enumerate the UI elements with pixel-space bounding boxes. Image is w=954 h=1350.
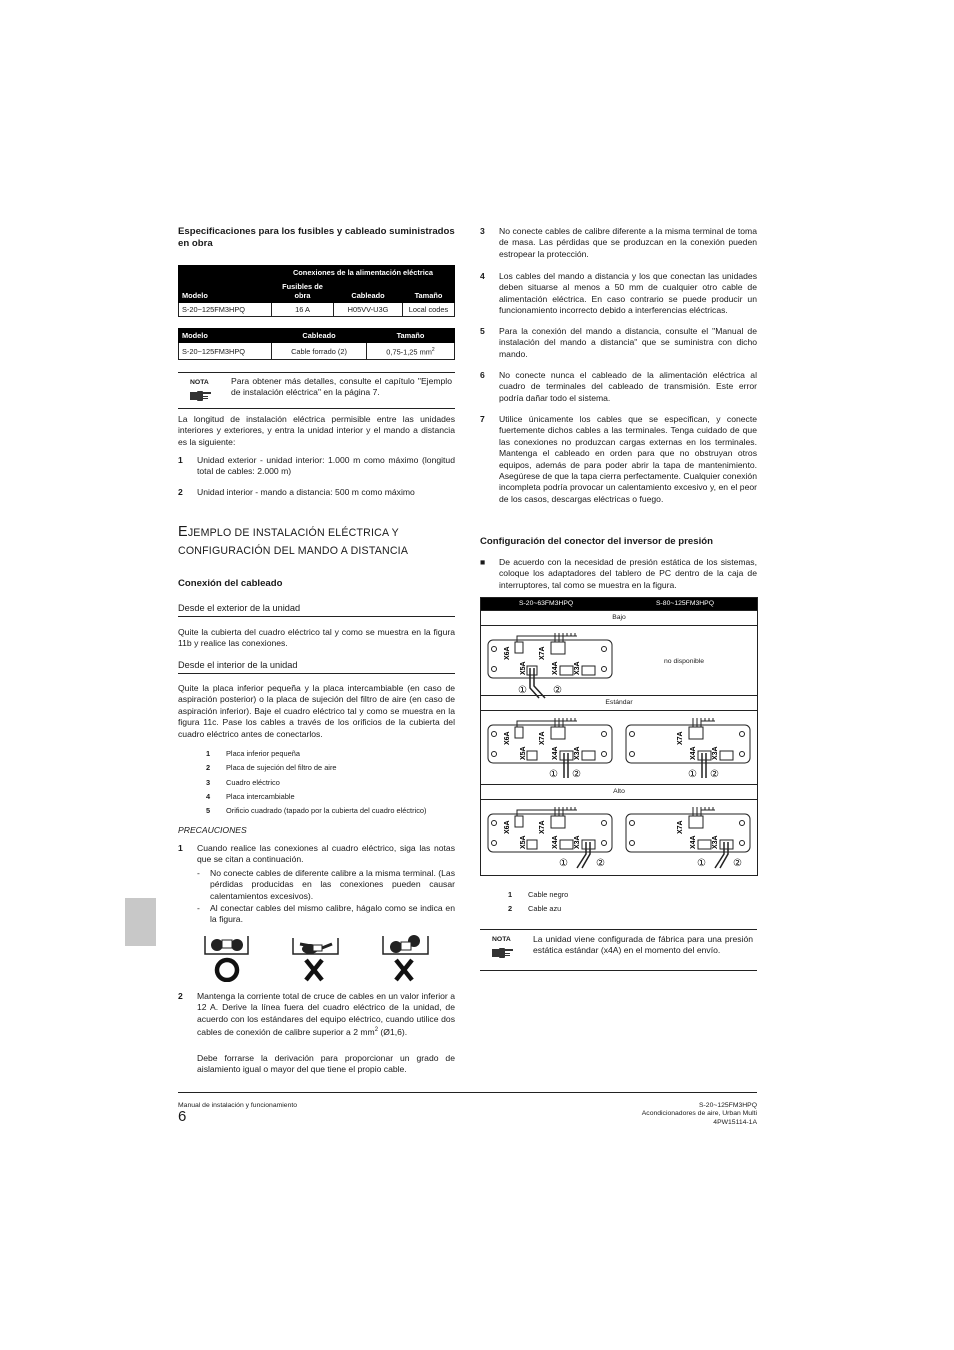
cell-modelo: S-20~125FM3HPQ — [179, 343, 272, 360]
board-alto-large — [626, 807, 750, 869]
svg-text:X3A: X3A — [574, 746, 581, 760]
desde-interior-heading: Desde el interior de la unidad — [178, 660, 455, 674]
svg-text:X7A: X7A — [677, 731, 684, 745]
band-bajo: Bajo — [481, 610, 757, 626]
page-number: 6 — [178, 1108, 187, 1125]
desde-exterior-text: Quite la cubierta del cuadro eléctrico tal y como se muestra en la figura 11b y realice las conexiones. — [178, 627, 455, 649]
wrong-connection-2 — [383, 935, 428, 980]
cell-tamano: Local codes — [403, 303, 455, 317]
svg-text:X3A: X3A — [574, 661, 581, 675]
svg-text:X4A: X4A — [552, 835, 559, 849]
precauciones-heading: PRECAUCIONES — [178, 825, 247, 835]
config-header: S-20~63FM3HPQ S-80~125FM3HPQ — [481, 598, 757, 610]
col-modelo: Modelo — [179, 329, 272, 343]
svg-text:X4A: X4A — [690, 746, 697, 760]
svg-text:X3A: X3A — [574, 835, 581, 849]
list-number: 1 — [178, 455, 183, 465]
note-label: NOTA — [190, 379, 209, 386]
svg-text:X7A: X7A — [539, 646, 546, 660]
footer-product: Acondicionadores de aire, Urban Multi — [641, 1110, 757, 1117]
svg-text:X3A: X3A — [712, 835, 719, 849]
list-text: Unidad exterior - unidad interior: 1.000 m como máximo (longitud total de cables: 2.000 m) — [197, 455, 455, 477]
cross-icon — [306, 960, 322, 980]
svg-text:X6A: X6A — [504, 731, 511, 745]
pointing-hand-icon — [492, 946, 514, 960]
board-bajo-small — [488, 633, 612, 698]
correct-connection — [205, 936, 248, 980]
svg-text:②: ② — [572, 769, 581, 780]
table-row — [179, 343, 455, 360]
band-alto: Alto — [481, 784, 757, 800]
desde-exterior-heading: Desde el exterior de la unidad — [178, 603, 455, 617]
wiring-length-list — [178, 455, 455, 505]
note-box — [178, 372, 455, 409]
svg-text:X7A: X7A — [677, 820, 684, 834]
board-alto-small — [488, 807, 612, 869]
col-cableado: Cableado — [272, 329, 367, 343]
svg-text:①: ① — [697, 858, 706, 869]
svg-text:X7A: X7A — [539, 731, 546, 745]
svg-text:②: ② — [733, 858, 742, 869]
svg-text:X5A: X5A — [520, 746, 527, 760]
footer-doc-code: 4PW15114-1A — [713, 1119, 757, 1126]
spec-heading: Especificaciones para los fusibles y cableado suministrados en obra — [178, 226, 455, 249]
config-heading: Configuración del conector del inversor de presión — [480, 536, 713, 547]
board-estandar-small — [488, 718, 612, 780]
conexion-heading: Conexión del cableado — [178, 578, 283, 589]
wiring-length-intro: La longitud de instalación eléctrica permisible entre las unidades interiores y exteriores, y entra la unidad interior y el mando a distancia es la siguiente: — [178, 414, 455, 447]
col-fusibles: Fusibles de obra — [272, 280, 334, 303]
svg-text:①: ① — [549, 769, 558, 780]
list-text: Unidad interior - mando a distancia: 500 m como máximo — [197, 487, 415, 497]
no-disponible: no disponible — [664, 658, 705, 665]
svg-text:X4A: X4A — [552, 661, 559, 675]
svg-text:②: ② — [553, 685, 562, 696]
svg-text:①: ① — [518, 685, 527, 696]
fuse-table-group: Conexiones de la alimentación eléctrica — [272, 266, 455, 280]
chapter-tab — [125, 898, 156, 946]
svg-text:①: ① — [559, 858, 568, 869]
footer-title: Manual de instalación y funcionamiento — [178, 1102, 298, 1109]
col-tamano: Tamaño — [403, 280, 455, 303]
table-row — [179, 303, 455, 317]
svg-text:X4A: X4A — [690, 835, 697, 849]
note-box — [480, 929, 757, 971]
note-text: Para obtener más detalles, consulte el capítulo "Ejemplo de instalación eléctrica" en la página 7. — [231, 376, 452, 398]
connector-config-figure — [480, 597, 758, 876]
wrong-connection-1 — [293, 938, 338, 980]
desde-interior-text: Quite la placa inferior pequeña y la placa intercambiable (en caso de aspiración posterior) o la placa de sujeción del filtro de aire (en caso de aspiración inferior). Baje el cuadro eléctrico tal y como se muestra en la figura 11c. Pase los cables a través de los orificios de la cubierta del cuadro eléctrico antes de conectarlos. — [178, 683, 455, 739]
precaution-text: Debe forrarse la derivación para proporcionar un grado de aislamiento igual o mayor del que tiene el propio cable. — [197, 1053, 455, 1075]
svg-text:X6A: X6A — [504, 820, 511, 834]
note-label: NOTA — [492, 936, 511, 943]
terminal-wiring-figure — [200, 932, 436, 982]
col-modelo: Modelo — [179, 280, 272, 303]
parts-list: 1 Placa inferior pequeña 2 Placa de sujeción del filtro de aire 3 Cuadro eléctrico 4 Placa intercambiable 5 Orificio cuadrado (tapado por la cubierta del cuadro eléctrico) — [206, 749, 427, 815]
svg-text:X3A: X3A — [712, 746, 719, 760]
svg-text:②: ② — [596, 858, 605, 869]
svg-text:②: ② — [710, 769, 719, 780]
cable-legend: 1 Cable negro 2 Cable azu — [508, 890, 569, 913]
svg-text:X5A: X5A — [520, 661, 527, 675]
svg-text:X4A: X4A — [552, 746, 559, 760]
svg-text:X5A: X5A — [520, 835, 527, 849]
svg-text:①: ① — [688, 769, 697, 780]
fuse-table — [178, 265, 455, 317]
note-text: La unidad viene configurada de fábrica para una presión estática estándar (x4A) en el momento del envío. — [533, 934, 753, 956]
bullet-icon: ■ — [480, 557, 486, 567]
pointing-hand-icon — [190, 389, 212, 403]
remote-cable-table — [178, 328, 455, 360]
section-heading: EJEMPLO DE INSTALACIÓN ELÉCTRICA Y CONFIGURACIÓN DEL MANDO A DISTANCIA — [178, 524, 409, 557]
svg-text:X7A: X7A — [539, 820, 546, 834]
band-estandar: Estándar — [481, 695, 757, 711]
circle-ok-icon — [217, 960, 237, 980]
board-estandar-large — [626, 718, 750, 780]
cell-tamano: 0,75-1,25 $mm^2$ — [367, 343, 455, 360]
cross-icon — [396, 960, 412, 980]
col-cableado: Cableado — [334, 280, 403, 303]
cell-modelo: S-20~125FM3HPQ — [179, 303, 272, 317]
cell-fusibles: 16 A — [272, 303, 334, 317]
cell-cableado: Cable forrado (2) — [272, 343, 367, 360]
svg-text:X6A: X6A — [504, 646, 511, 660]
col-tamano: Tamaño — [367, 329, 455, 343]
footer-model: S-20~125FM3HPQ — [699, 1102, 757, 1109]
footer-rule — [178, 1092, 757, 1093]
cell-cableado: H05VV-U3G — [334, 303, 403, 317]
list-number: 2 — [178, 487, 183, 497]
